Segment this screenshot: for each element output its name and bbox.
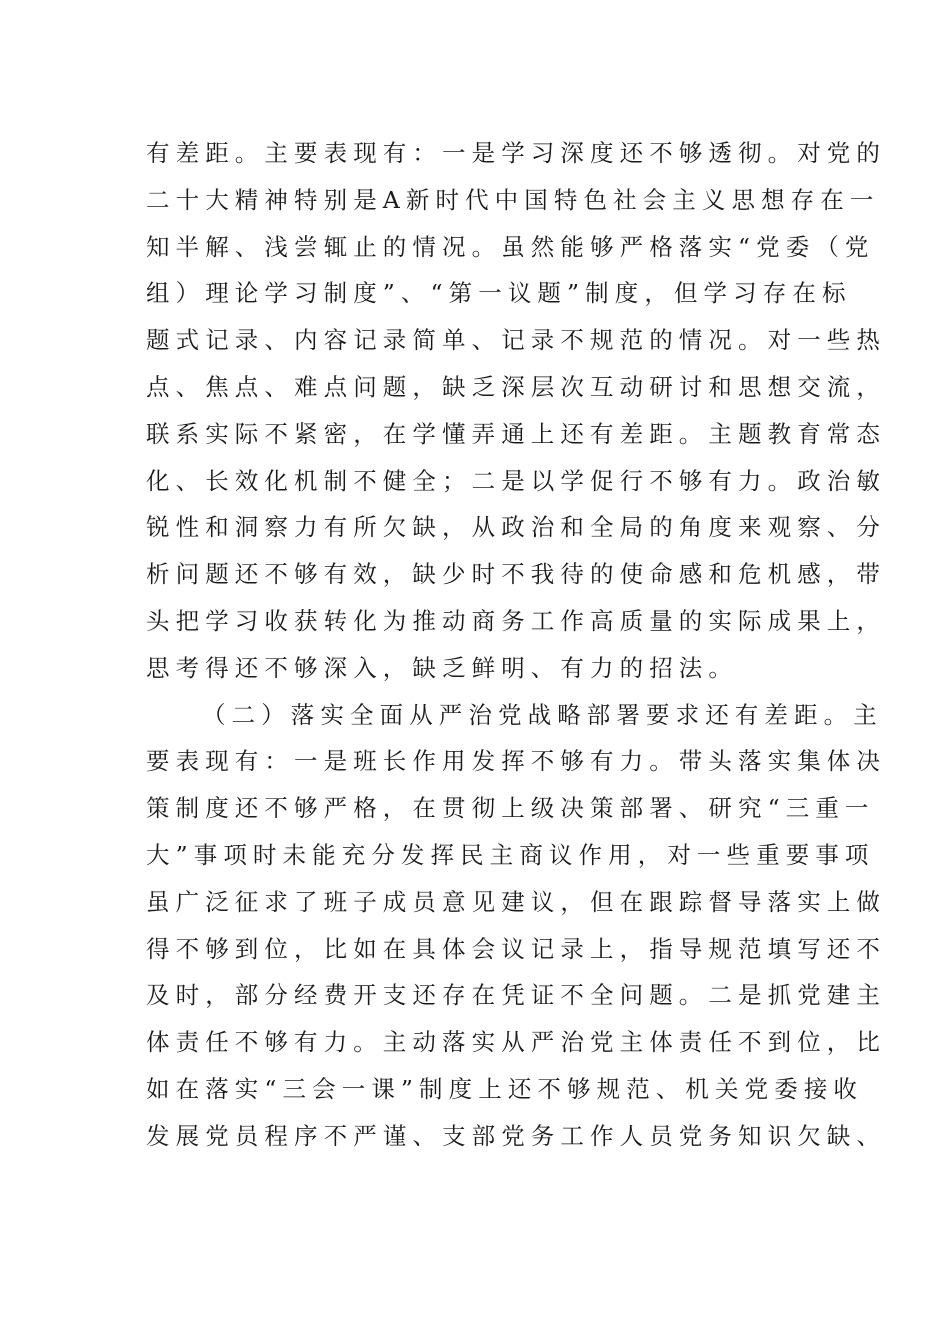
text-line: 有差距。主要表现有：一是学习深度还不够透彻。对党的 bbox=[146, 139, 886, 167]
section-heading-line: （二）落实全面从严治党战略部署要求还有差距。主 bbox=[202, 700, 883, 729]
text-line: 题式记录、内容记录简单、记录不规范的情况。对一些热 bbox=[146, 326, 886, 355]
text-line: 得不够到位，比如在具体会议记录上，指导规范填写还不 bbox=[146, 934, 886, 963]
text-line: 思考得还不够深入，缺乏鲜明、有力的招法。 bbox=[146, 653, 738, 682]
body-text bbox=[146, 130, 886, 1160]
text-line: 化、长效化机制不健全；二是以学促行不够有力。政治敏 bbox=[146, 466, 886, 495]
text-line: 析问题还不够有效，缺少时不我待的使命感和危机感，带 bbox=[146, 560, 886, 589]
text-line: 发展党员程序不严谨、支部党务工作人员党务知识欠缺、 bbox=[146, 1121, 886, 1150]
text-line: 联系实际不紧密，在学懂弄通上还有差距。主题教育常态 bbox=[146, 419, 886, 448]
text-line: 如在落实“三会一课”制度上还不够规范、机关党委接收 bbox=[146, 1074, 864, 1103]
text-line: 及时，部分经费开支还存在凭证不全问题。二是抓党建主 bbox=[146, 981, 886, 1010]
text-line: 知半解、浅尝辄止的情况。虽然能够严格落实“党委（党 bbox=[146, 232, 875, 261]
text-line: 组）理论学习制度”、“第一议题”制度，但学习存在标 bbox=[146, 279, 852, 308]
text-line: 要表现有：一是班长作用发挥不够有力。带头落实集体决 bbox=[146, 747, 886, 776]
text-line: 大”事项时未能充分发挥民主商议作用，对一些重要事项 bbox=[146, 840, 875, 869]
text-line: 策制度还不够严格，在贯彻上级决策部署、研究“三重一 bbox=[146, 794, 875, 823]
text-line: 锐性和洞察力有所欠缺，从政治和全局的角度来观察、分 bbox=[146, 513, 886, 542]
text-line: 二十大精神特别是A新时代中国特色社会主义思想存在一 bbox=[146, 185, 880, 214]
text-line: 点、焦点、难点问题，缺乏深层次互动研讨和思想交流， bbox=[146, 372, 886, 401]
text-line: 头把学习收获转化为推动商务工作高质量的实际成果上， bbox=[146, 606, 886, 635]
text-line: 虽广泛征求了班子成员意见建议，但在跟踪督导落实上做 bbox=[146, 887, 886, 916]
text-line: 体责任不够有力。主动落实从严治党主体责任不到位，比 bbox=[146, 1028, 886, 1057]
